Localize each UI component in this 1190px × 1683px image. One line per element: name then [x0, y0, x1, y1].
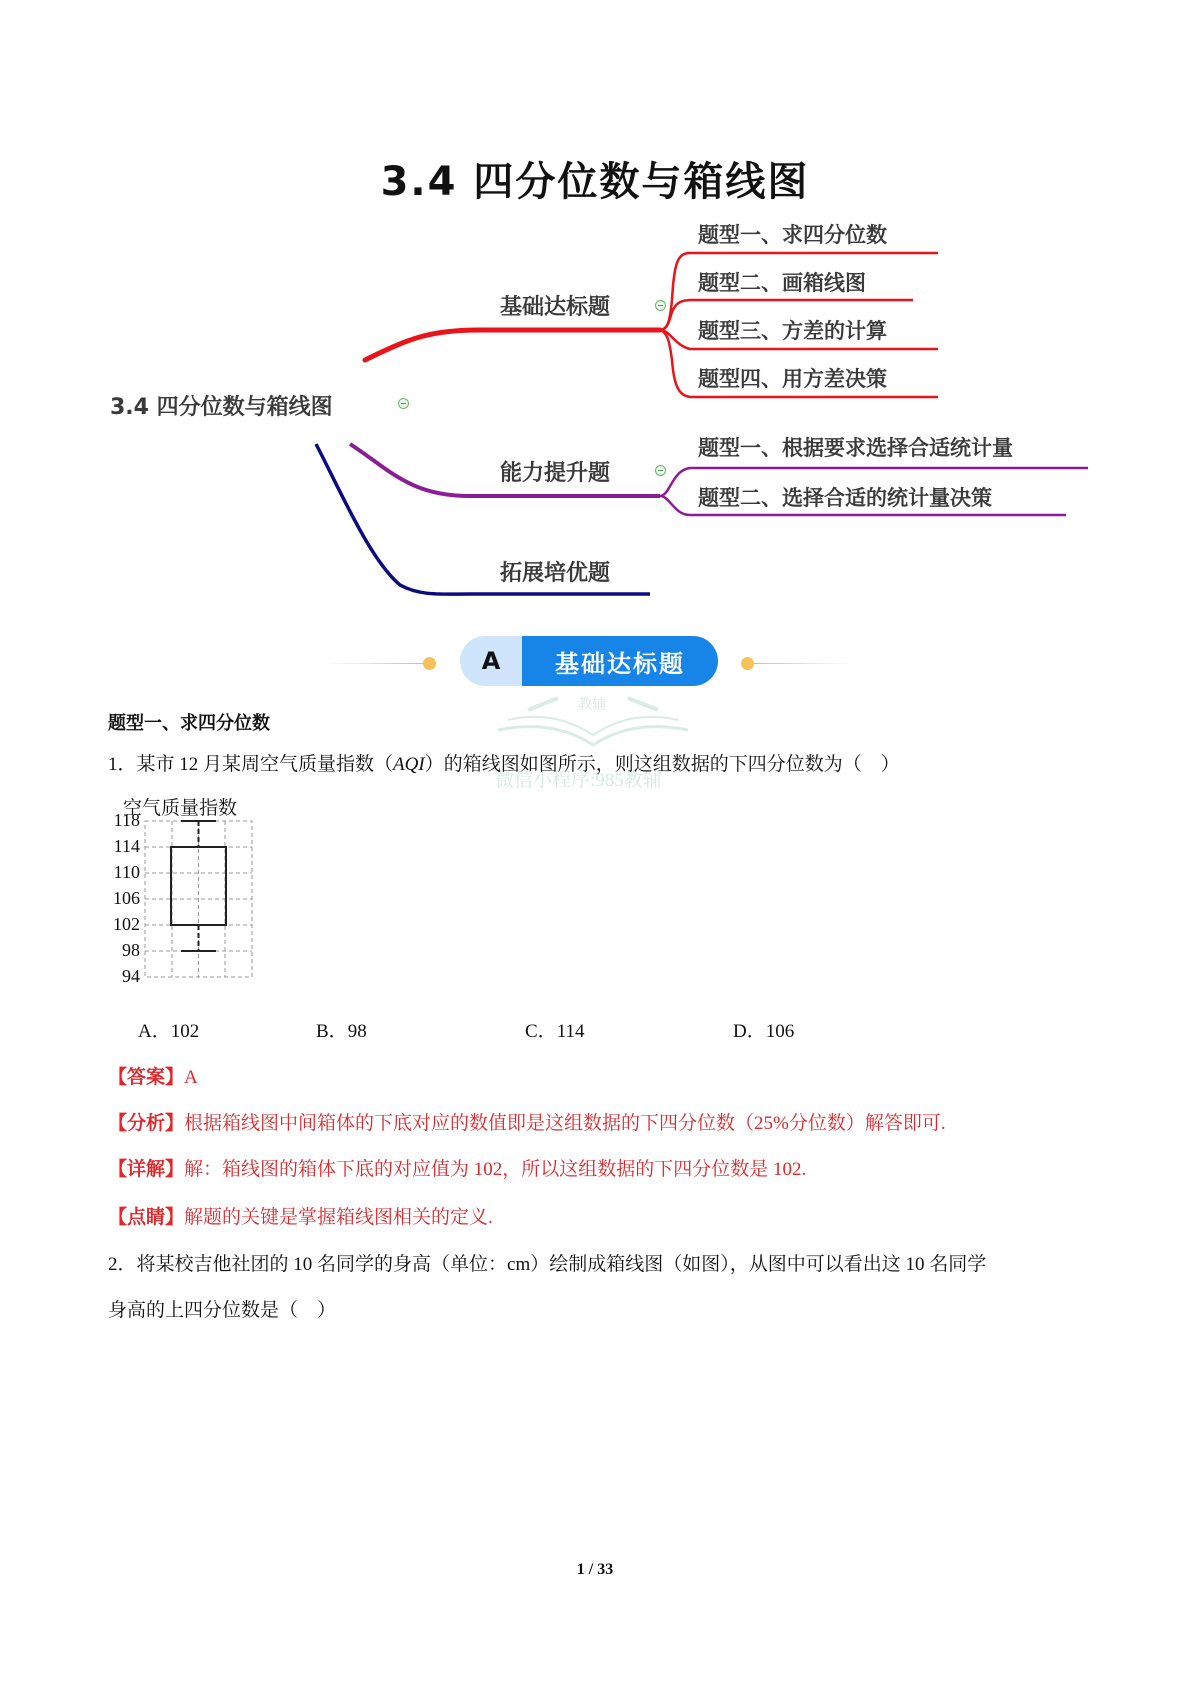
section-heading: 题型一、求四分位数	[108, 713, 270, 734]
question-text: 将某校吉他社团的 10 名同学的身高（单位：cm）绘制成箱线图（如图），从图中可以看出这 10 名同学	[136, 1254, 987, 1275]
y-tick: 110	[113, 862, 140, 882]
y-tick: 94	[122, 966, 140, 986]
question-number: 1．	[108, 754, 137, 775]
section-banner	[460, 636, 718, 686]
dot-icon	[423, 657, 436, 670]
option-key: C．	[525, 1021, 557, 1042]
box-plot-graphic	[140, 815, 260, 985]
analysis-text: 根据箱线图中间箱体的下底对应的数值即是这组数据的下四分位数（25%分位数）解答即可.	[184, 1113, 946, 1134]
y-tick: 114	[113, 836, 140, 856]
answer-line	[108, 1062, 198, 1089]
detail-tag: 【详解】	[108, 1159, 185, 1180]
divider	[754, 663, 852, 664]
comment-tag: 【点睛】	[108, 1207, 185, 1228]
watermark-logo-text: 教辅	[578, 698, 606, 713]
chart-title: 空气质量指数	[123, 798, 238, 819]
mindmap-leaf: 题型二、画箱线图	[698, 271, 866, 295]
mindmap-leaf: 题型二、选择合适的统计量决策	[698, 486, 992, 510]
banner-label: 基础达标题	[522, 636, 718, 686]
option-key: D．	[733, 1021, 766, 1042]
mindmap-branch-advanced: 能力提升题	[500, 461, 611, 486]
option-value: 106	[765, 1021, 795, 1042]
collapse-icon[interactable]	[655, 300, 666, 311]
question-2	[108, 1249, 986, 1276]
option-a[interactable]	[138, 1016, 199, 1043]
analysis-tag: 【分析】	[108, 1113, 185, 1134]
option-d[interactable]	[733, 1016, 794, 1043]
mindmap-leaf: 题型一、求四分位数	[698, 223, 887, 247]
question-2-line-2: 身高的上四分位数是（ ）	[108, 1300, 337, 1321]
detail-text: 解：箱线图的箱体下底的对应值为 102，所以这组数据的下四分位数是 102.	[184, 1159, 807, 1180]
answer-tag: 【答案】	[108, 1067, 185, 1088]
y-tick: 106	[113, 888, 140, 908]
question-text: 某市 12 月某周空气质量指数（	[136, 754, 394, 775]
question-1	[108, 749, 900, 776]
aqi-term: AQI	[393, 754, 425, 775]
question-number: 2．	[108, 1254, 137, 1275]
option-b[interactable]	[316, 1016, 367, 1043]
comment-line	[108, 1202, 493, 1229]
page-number: 1 / 33	[576, 1561, 614, 1578]
y-tick: 98	[122, 940, 140, 960]
watermark-text: 微信小程序:985教辅	[495, 770, 662, 791]
collapse-icon[interactable]	[398, 398, 409, 409]
option-value: 102	[170, 1021, 200, 1042]
option-key: A．	[138, 1021, 171, 1042]
mindmap-leaf: 题型一、根据要求选择合适统计量	[698, 436, 1013, 460]
analysis-line	[108, 1108, 946, 1135]
y-tick: 118	[113, 810, 140, 830]
option-c[interactable]	[525, 1016, 584, 1043]
option-value: 98	[347, 1021, 367, 1042]
y-tick: 102	[113, 914, 140, 934]
mindmap-branch-basic: 基础达标题	[500, 295, 611, 320]
answer-value: A	[184, 1067, 198, 1088]
comment-text: 解题的关键是掌握箱线图相关的定义.	[184, 1207, 493, 1228]
option-value: 114	[556, 1021, 585, 1042]
document-title: 3.4 四分位数与箱线图	[380, 159, 810, 205]
banner-letter: A	[460, 636, 522, 686]
collapse-icon[interactable]	[655, 465, 666, 476]
mindmap-root: 3.4 四分位数与箱线图	[110, 395, 333, 420]
dot-icon	[741, 657, 754, 670]
mindmap-leaf: 题型四、用方差决策	[698, 367, 887, 391]
mindmap-branch-extension: 拓展培优题	[500, 561, 611, 586]
question-text: ）的箱线图如图所示，则这组数据的下四分位数为（ ）	[424, 754, 900, 775]
option-key: B．	[316, 1021, 348, 1042]
divider	[325, 663, 423, 664]
mindmap-leaf: 题型三、方差的计算	[698, 319, 887, 343]
detail-line	[108, 1154, 806, 1181]
